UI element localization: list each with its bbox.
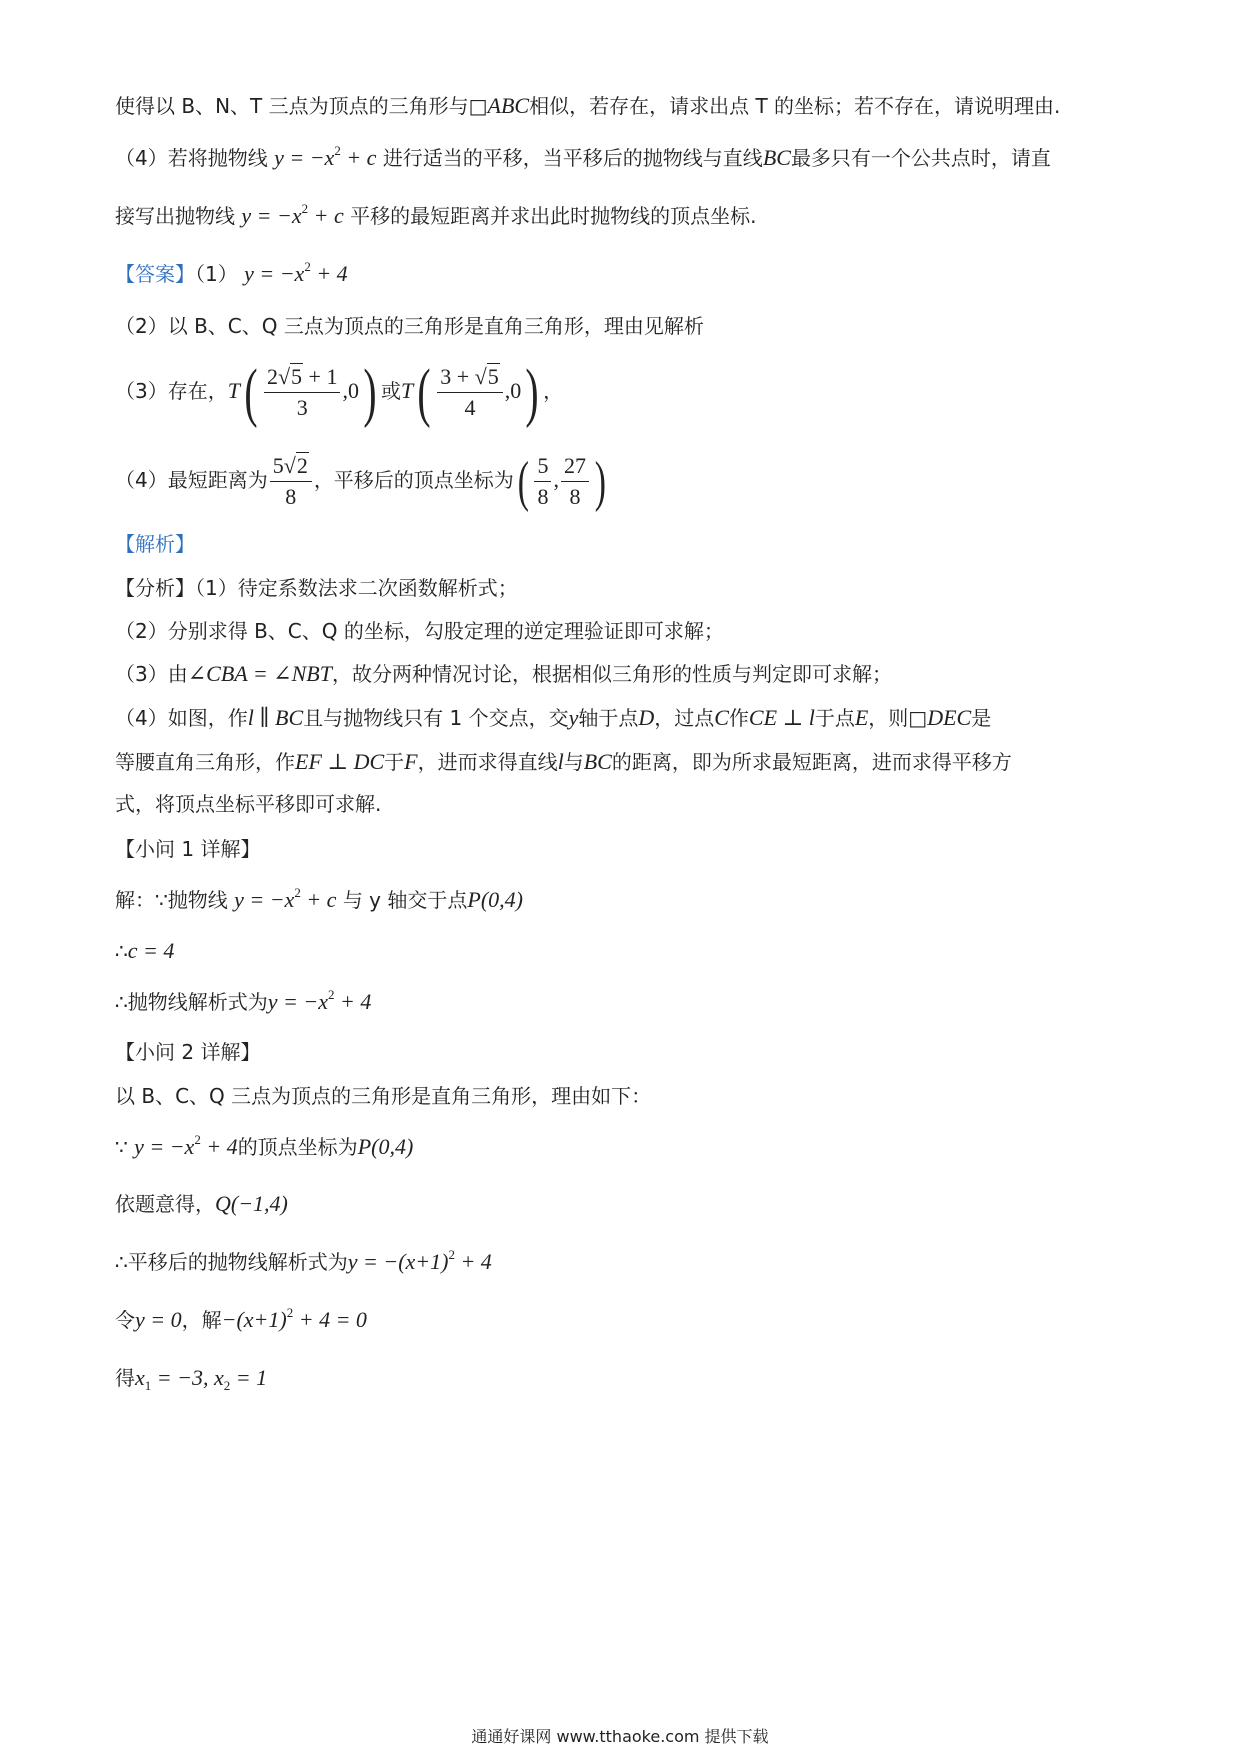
fraction: $\frac{2√5 + 1}{3}$ <box>264 364 341 421</box>
analysis-3: （3）由∠CBA = ∠NBT，故分两种情况讨论，根据相似三角形的性质与判定即可求解； <box>115 661 892 686</box>
analysis-heading: 【解析】 <box>115 532 195 556</box>
solution-line-6: 依题意得，Q(−1,4) <box>115 1191 288 1216</box>
solution-line-2: ∴c = 4 <box>115 938 175 963</box>
question-4-line-1: （4）若将抛物线 $y = -x^2 + c$ 进行适当的平移，当平移后的抛物线与直线BC最多只有一个公共点时，请直 <box>115 143 1051 170</box>
analysis-5: 等腰直角三角形，作EF ⊥ DC于F，进而求得直线l与BC的距离，即为所求最短距离，进而求得平移方 <box>115 749 1012 774</box>
triangle-symbol: □ <box>468 94 488 118</box>
analysis-1: 【分析】（1）待定系数法求二次函数解析式； <box>115 576 518 600</box>
subquestion-1-heading: 【小问 1 详解】 <box>115 837 261 861</box>
solution-line-3: ∴抛物线解析式为$y = -x^2 + 4$ <box>115 987 372 1014</box>
triangle-symbol: □ <box>908 706 928 730</box>
answer-3: （3）存在，T( $\frac{2√5 + 1}{3}$ ,0) 或T( $\frac{3 + √5}{4}$ ,0) ， <box>115 355 564 429</box>
subquestion-2-heading: 【小问 2 详解】 <box>115 1040 261 1064</box>
solution-line-7: ∴平移后的抛物线解析式为$y = -(x+1)^2 + 4$ <box>115 1247 492 1274</box>
answer-2: （2）以 B、C、Q 三点为顶点的三角形是直角三角形，理由见解析 <box>115 314 704 338</box>
parabola-formula: $y = -x^2 + c$ <box>274 143 377 170</box>
page-footer: 通通好课网 www.tthaoke.com 提供下载 <box>471 1727 769 1746</box>
fraction: $\frac{27}{8}$ <box>561 453 589 510</box>
solution-line-9: 得$x_1 = -3$, $x_2 = 1$ <box>115 1365 268 1393</box>
solution-line-4: 以 B、C、Q 三点为顶点的三角形是直角三角形，理由如下： <box>115 1084 652 1108</box>
answer-4: （4）最短距离为 $\frac{5√2}{8}$ ，平移后的顶点坐标为( $\frac{5}{8}$ , $\frac{27}{8}$ ) <box>115 450 606 513</box>
analysis-6: 式，将顶点坐标平移即可求解. <box>115 792 382 816</box>
question-3-tail: 使得以 B、N、T 三点为顶点的三角形与□ABC相似，若存在，请求出点 T 的坐标；若不存在，请说明理由. <box>115 93 1061 118</box>
fraction: $\frac{3 + √5}{4}$ <box>437 364 503 421</box>
solution-line-8: 令y = 0，解$-(x+1)^2 + 4 = 0$ <box>115 1305 367 1332</box>
solution-line-1: 解：∵抛物线 $y = -x^2 + c$ 与 y 轴交于点P(0,4) <box>115 885 523 912</box>
solution-line-5: ∵ $y = -x^2 + 4$的顶点坐标为P(0,4) <box>115 1132 414 1159</box>
fraction: $\frac{5√2}{8}$ <box>270 453 312 510</box>
answer-1: 【答案】（1） $y = -x^2 + 4$ <box>115 259 348 286</box>
question-4-line-2: 接写出抛物线 $y = -x^2 + c$ 平移的最短距离并求出此时抛物线的顶点坐标. <box>115 201 757 228</box>
fraction: $\frac{5}{8}$ <box>534 453 551 510</box>
analysis-4: （4）如图，作l ∥ BC且与抛物线只有 1 个交点，交y轴于点D，过点C作CE ⊥ l于点E，则□DEC是 <box>115 705 992 730</box>
analysis-2: （2）分别求得 B、C、Q 的坐标，勾股定理的逆定理验证即可求解； <box>115 619 724 643</box>
